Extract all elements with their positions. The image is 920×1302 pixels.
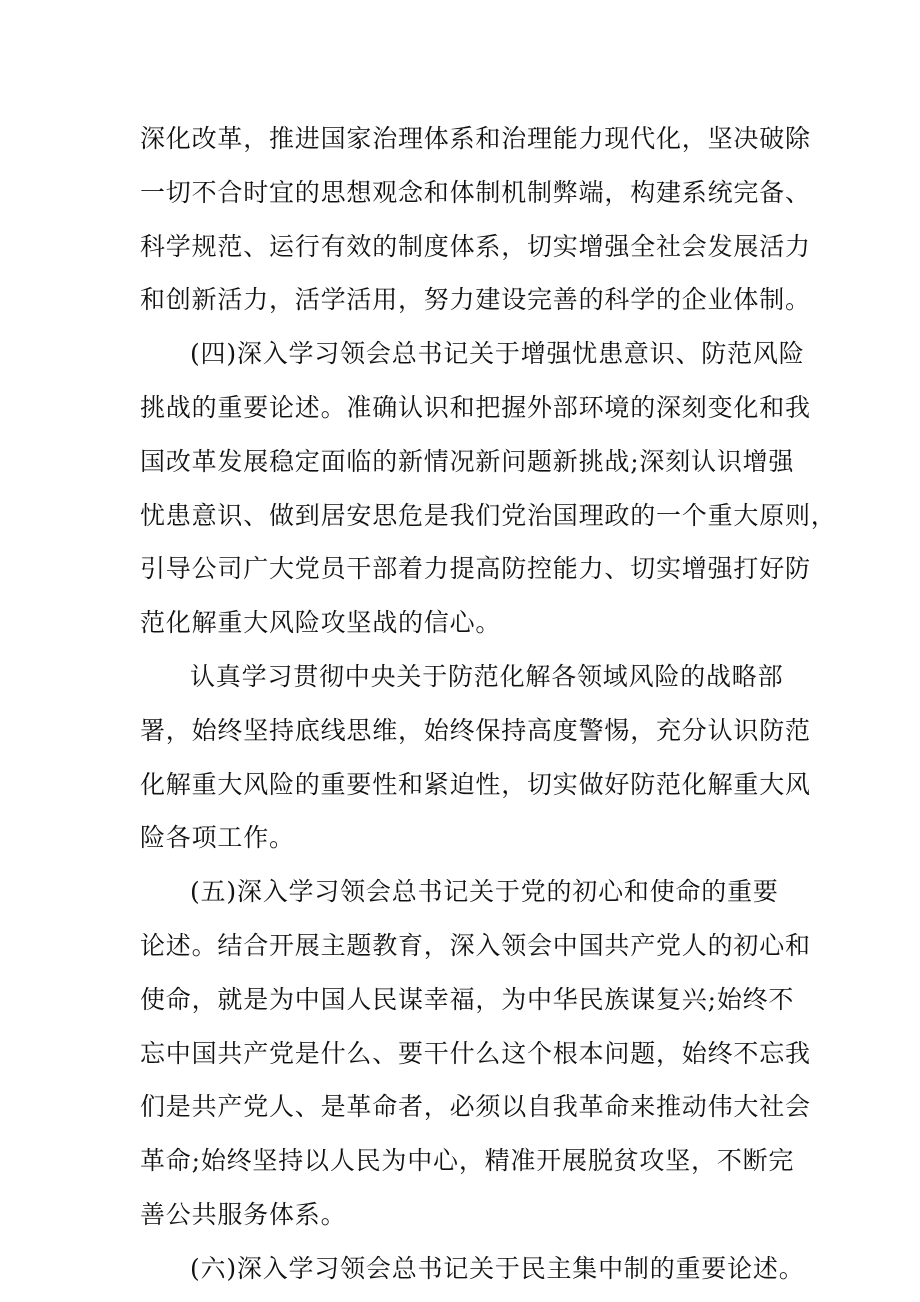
text-line: 署，始终坚持底线思维，始终保持高度警惕，充分认识防范 (140, 715, 811, 745)
text-line: 一切不合时宜的思想观念和体制机制弊端，构建系统完备、 (140, 177, 811, 207)
text-line: 革命;始终坚持以人民为中心，精准开展脱贫攻坚，不断完 (140, 1146, 795, 1176)
text-line: 忘中国共产党是什么、要干什么这个根本问题，始终不忘我 (140, 1038, 811, 1068)
text-line: 们是共产党人、是革命者，必须以自我革命来推动伟大社会 (140, 1092, 811, 1122)
text-line: 论述。结合开展主题教育，深入领会中国共产党人的初心和 (140, 930, 811, 960)
text-line: 和创新活力，活学活用，努力建设完善的科学的企业体制。 (140, 285, 811, 315)
text-line: 国改革发展稳定面临的新情况新问题新挑战;深刻认识增强 (140, 446, 795, 476)
text-line: 引导公司广大党员干部着力提高防控能力、切实增强打好防 (140, 554, 811, 584)
paragraph-start-line: 认真学习贯彻中央关于防范化解各领域风险的战略部 (190, 661, 784, 691)
text-line: 使命，就是为中国人民谋幸福，为中华民族谋复兴;始终不 (140, 984, 795, 1014)
section-heading-line: (五)深入学习领会总书记关于党的初心和使命的重要 (190, 877, 779, 907)
text-line: 化解重大风险的重要性和紧迫性，切实做好防范化解重大风 (140, 769, 811, 799)
text-line: 忧患意识、做到居安思危是我们党治国理政的一个重大原则， (140, 500, 837, 530)
text-line: 挑战的重要论述。准确认识和把握外部环境的深刻变化和我 (140, 392, 811, 422)
text-line: 善公共服务体系。 (140, 1199, 347, 1229)
section-heading-line: (六)深入学习领会总书记关于民主集中制的重要论述。 (190, 1253, 805, 1283)
section-heading-line: (四)深入学习领会总书记关于增强忧患意识、防范风险 (190, 339, 805, 369)
text-line: 范化解重大风险攻坚战的信心。 (140, 608, 502, 638)
body-text (140, 112, 837, 1296)
text-line: 险各项工作。 (140, 823, 295, 853)
text-line: 深化改革，推进国家治理体系和治理能力现代化，坚决破除 (140, 124, 811, 153)
text-line: 科学规范、运行有效的制度体系，切实增强全社会发展活力 (140, 231, 811, 261)
